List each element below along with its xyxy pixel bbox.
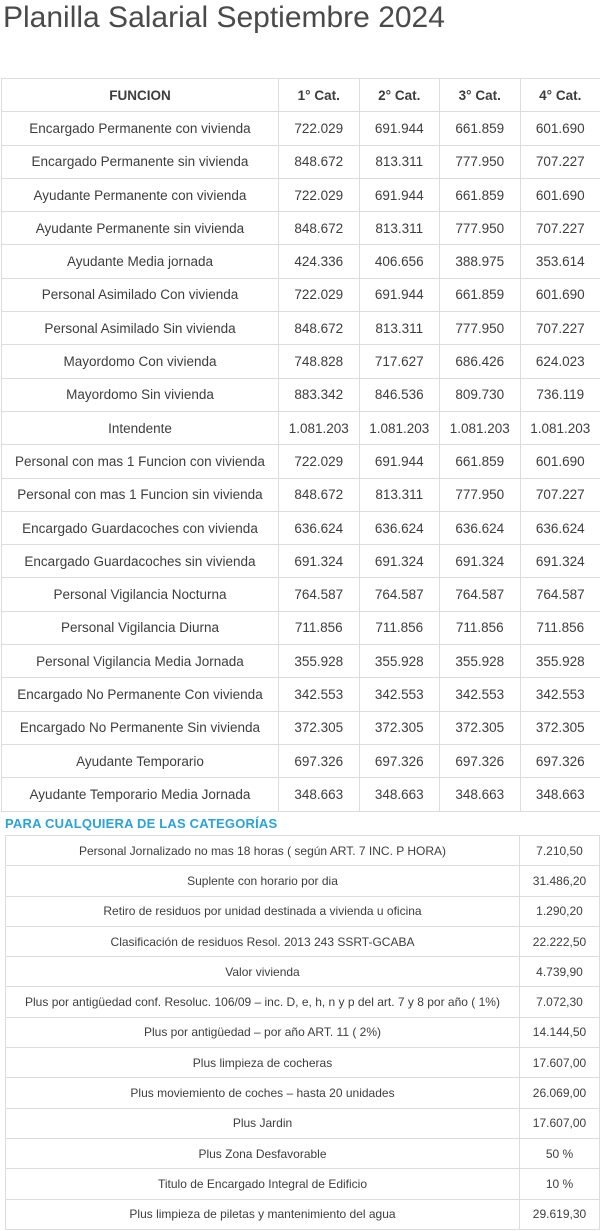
concept-cell: Plus por antigüedad – por año ART. 11 ( 2%) xyxy=(6,1017,520,1047)
concept-cell: Titulo de Encargado Integral de Edificio xyxy=(6,1169,520,1199)
table-row xyxy=(2,744,600,777)
table-row xyxy=(2,212,600,245)
salary-cell-cat-2: 846.536 xyxy=(359,378,440,411)
salary-cell-cat-4: 1.081.203 xyxy=(520,411,600,444)
funcion-cell: Personal con mas 1 Funcion con vivienda xyxy=(2,445,279,478)
salary-cell-cat-4: 691.324 xyxy=(520,545,600,578)
table-row xyxy=(6,1017,600,1047)
salary-cell-cat-1: 883.342 xyxy=(279,378,360,411)
funcion-cell: Encargado Guardacoches con vivienda xyxy=(2,511,279,544)
salary-cell-cat-4: 736.119 xyxy=(520,378,600,411)
salary-cell-cat-3: 809.730 xyxy=(440,378,521,411)
table-row xyxy=(2,245,600,278)
salary-cell-cat-1: 848.672 xyxy=(279,478,360,511)
salary-table-header-row xyxy=(2,79,600,112)
salary-cell-cat-3: 777.950 xyxy=(440,478,521,511)
funcion-cell: Encargado No Permanente Con vivienda xyxy=(2,678,279,711)
concept-cell: Suplente con horario por dia xyxy=(6,866,520,896)
concept-cell: Valor vivienda xyxy=(6,957,520,987)
salary-cell-cat-2: 697.326 xyxy=(359,744,440,777)
salary-cell-cat-2: 691.324 xyxy=(359,545,440,578)
table-row xyxy=(6,1048,600,1078)
salary-cell-cat-3: 661.859 xyxy=(440,178,521,211)
value-cell: 1.290,20 xyxy=(520,896,600,926)
concept-cell: Plus limpieza de piletas y mantenimiento del agua xyxy=(6,1199,520,1229)
salary-cell-cat-4: 624.023 xyxy=(520,345,600,378)
table-row xyxy=(6,836,600,866)
value-cell: 29.619,30 xyxy=(520,1199,600,1229)
funcion-cell: Mayordomo Con vivienda xyxy=(2,345,279,378)
table-row xyxy=(6,926,600,956)
salary-cell-cat-1: 764.587 xyxy=(279,578,360,611)
column-header-cat-2: 2° Cat. xyxy=(359,79,440,112)
salary-cell-cat-4: 707.227 xyxy=(520,212,600,245)
salary-cell-cat-3: 777.950 xyxy=(440,212,521,245)
salary-cell-cat-2: 691.944 xyxy=(359,178,440,211)
salary-cell-cat-2: 355.928 xyxy=(359,645,440,678)
column-header-cat-4: 4° Cat. xyxy=(520,79,600,112)
section-heading: PARA CUALQUIERA DE LAS CATEGORÍAS xyxy=(5,816,278,831)
column-header-funcion: FUNCION xyxy=(2,79,279,112)
funcion-cell: Personal Asimilado Con vivienda xyxy=(2,278,279,311)
concept-cell: Plus Jardin xyxy=(6,1108,520,1138)
value-cell: 17.607,00 xyxy=(520,1108,600,1138)
value-cell: 17.607,00 xyxy=(520,1048,600,1078)
salary-cell-cat-1: 848.672 xyxy=(279,312,360,345)
table-row xyxy=(2,778,600,811)
value-cell: 4.739,90 xyxy=(520,957,600,987)
salary-cell-cat-1: 355.928 xyxy=(279,645,360,678)
value-cell: 7.072,30 xyxy=(520,987,600,1017)
funcion-cell: Personal Vigilancia Nocturna xyxy=(2,578,279,611)
table-row xyxy=(2,445,600,478)
salary-cell-cat-4: 697.326 xyxy=(520,744,600,777)
concept-cell: Plus limpieza de cocheras xyxy=(6,1048,520,1078)
value-cell: 22.222,50 xyxy=(520,926,600,956)
salary-cell-cat-1: 722.029 xyxy=(279,445,360,478)
value-cell: 50 % xyxy=(520,1138,600,1168)
concept-cell: Plus Zona Desfavorable xyxy=(6,1138,520,1168)
salary-cell-cat-4: 707.227 xyxy=(520,145,600,178)
salary-cell-cat-3: 686.426 xyxy=(440,345,521,378)
salary-cell-cat-3: 711.856 xyxy=(440,611,521,644)
salary-cell-cat-3: 661.859 xyxy=(440,112,521,145)
funcion-cell: Encargado No Permanente Sin vivienda xyxy=(2,711,279,744)
salary-cell-cat-2: 691.944 xyxy=(359,112,440,145)
column-header-cat-3: 3° Cat. xyxy=(440,79,521,112)
salary-cell-cat-2: 1.081.203 xyxy=(359,411,440,444)
salary-cell-cat-3: 636.624 xyxy=(440,511,521,544)
salary-cell-cat-2: 717.627 xyxy=(359,345,440,378)
funcion-cell: Ayudante Temporario xyxy=(2,744,279,777)
table-row xyxy=(6,896,600,926)
salary-cell-cat-1: 342.553 xyxy=(279,678,360,711)
salary-cell-cat-4: 601.690 xyxy=(520,178,600,211)
funcion-cell: Ayudante Media jornada xyxy=(2,245,279,278)
extras-table xyxy=(5,835,600,1230)
salary-cell-cat-3: 388.975 xyxy=(440,245,521,278)
funcion-cell: Encargado Guardacoches sin vivienda xyxy=(2,545,279,578)
funcion-cell: Personal Vigilancia Diurna xyxy=(2,611,279,644)
salary-cell-cat-4: 764.587 xyxy=(520,578,600,611)
table-row xyxy=(2,178,600,211)
salary-cell-cat-3: 1.081.203 xyxy=(440,411,521,444)
value-cell: 10 % xyxy=(520,1169,600,1199)
salary-cell-cat-4: 707.227 xyxy=(520,312,600,345)
salary-cell-cat-4: 353.614 xyxy=(520,245,600,278)
value-cell: 7.210,50 xyxy=(520,836,600,866)
salary-cell-cat-3: 691.324 xyxy=(440,545,521,578)
salary-cell-cat-4: 355.928 xyxy=(520,645,600,678)
salary-cell-cat-1: 636.624 xyxy=(279,511,360,544)
salary-cell-cat-3: 764.587 xyxy=(440,578,521,611)
salary-cell-cat-2: 764.587 xyxy=(359,578,440,611)
concept-cell: Clasificación de residuos Resol. 2013 243 SSRT-GCABA xyxy=(6,926,520,956)
salary-cell-cat-4: 711.856 xyxy=(520,611,600,644)
concept-cell: Personal Jornalizado no mas 18 horas ( según ART. 7 INC. P HORA) xyxy=(6,836,520,866)
salary-cell-cat-2: 406.656 xyxy=(359,245,440,278)
funcion-cell: Intendente xyxy=(2,411,279,444)
salary-cell-cat-4: 348.663 xyxy=(520,778,600,811)
table-row xyxy=(6,957,600,987)
salary-cell-cat-1: 697.326 xyxy=(279,744,360,777)
table-row xyxy=(2,478,600,511)
table-row xyxy=(2,411,600,444)
table-row xyxy=(2,611,600,644)
column-header-cat-1: 1° Cat. xyxy=(279,79,360,112)
salary-cell-cat-2: 711.856 xyxy=(359,611,440,644)
salary-cell-cat-2: 813.311 xyxy=(359,312,440,345)
funcion-cell: Encargado Permanente con vivienda xyxy=(2,112,279,145)
page-title: Planilla Salarial Septiembre 2024 xyxy=(3,1,445,34)
salary-cell-cat-3: 661.859 xyxy=(440,445,521,478)
funcion-cell: Personal con mas 1 Funcion sin vivienda xyxy=(2,478,279,511)
salary-cell-cat-3: 342.553 xyxy=(440,678,521,711)
salary-cell-cat-3: 777.950 xyxy=(440,145,521,178)
salary-cell-cat-2: 813.311 xyxy=(359,478,440,511)
table-row xyxy=(2,145,600,178)
salary-cell-cat-3: 355.928 xyxy=(440,645,521,678)
salary-cell-cat-1: 691.324 xyxy=(279,545,360,578)
salary-cell-cat-2: 691.944 xyxy=(359,445,440,478)
table-row xyxy=(2,511,600,544)
salary-cell-cat-2: 636.624 xyxy=(359,511,440,544)
salary-cell-cat-1: 1.081.203 xyxy=(279,411,360,444)
salary-cell-cat-4: 707.227 xyxy=(520,478,600,511)
table-row xyxy=(6,866,600,896)
concept-cell: Retiro de residuos por unidad destinada a vivienda u oficina xyxy=(6,896,520,926)
salary-cell-cat-1: 848.672 xyxy=(279,145,360,178)
funcion-cell: Ayudante Temporario Media Jornada xyxy=(2,778,279,811)
salary-cell-cat-3: 348.663 xyxy=(440,778,521,811)
salary-cell-cat-2: 348.663 xyxy=(359,778,440,811)
table-row xyxy=(2,378,600,411)
salary-cell-cat-1: 348.663 xyxy=(279,778,360,811)
table-row xyxy=(6,987,600,1017)
salary-cell-cat-4: 636.624 xyxy=(520,511,600,544)
funcion-cell: Ayudante Permanente sin vivienda xyxy=(2,212,279,245)
table-row xyxy=(6,1138,600,1168)
salary-cell-cat-2: 691.944 xyxy=(359,278,440,311)
salary-cell-cat-1: 424.336 xyxy=(279,245,360,278)
salary-table xyxy=(1,78,600,812)
salary-cell-cat-4: 601.690 xyxy=(520,112,600,145)
salary-cell-cat-1: 711.856 xyxy=(279,611,360,644)
salary-cell-cat-3: 777.950 xyxy=(440,312,521,345)
value-cell: 14.144,50 xyxy=(520,1017,600,1047)
salary-cell-cat-2: 342.553 xyxy=(359,678,440,711)
salary-cell-cat-2: 813.311 xyxy=(359,145,440,178)
funcion-cell: Encargado Permanente sin vivienda xyxy=(2,145,279,178)
table-row xyxy=(2,545,600,578)
salary-cell-cat-1: 748.828 xyxy=(279,345,360,378)
salary-cell-cat-4: 372.305 xyxy=(520,711,600,744)
value-cell: 31.486,20 xyxy=(520,866,600,896)
table-row xyxy=(2,678,600,711)
salary-cell-cat-1: 722.029 xyxy=(279,278,360,311)
salary-cell-cat-1: 372.305 xyxy=(279,711,360,744)
salary-cell-cat-4: 601.690 xyxy=(520,278,600,311)
table-row xyxy=(6,1199,600,1229)
table-row xyxy=(2,345,600,378)
table-row xyxy=(6,1078,600,1108)
funcion-cell: Mayordomo Sin vivienda xyxy=(2,378,279,411)
table-row xyxy=(2,578,600,611)
table-row xyxy=(2,112,600,145)
funcion-cell: Ayudante Permanente con vivienda xyxy=(2,178,279,211)
concept-cell: Plus por antigüedad conf. Resoluc. 106/09 – inc. D, e, h, n y p del art. 7 y 8 por año ( 1%) xyxy=(6,987,520,1017)
salary-cell-cat-1: 722.029 xyxy=(279,178,360,211)
table-row xyxy=(2,312,600,345)
table-row xyxy=(2,645,600,678)
salary-cell-cat-1: 848.672 xyxy=(279,212,360,245)
value-cell: 26.069,00 xyxy=(520,1078,600,1108)
table-row xyxy=(6,1108,600,1138)
salary-cell-cat-2: 813.311 xyxy=(359,212,440,245)
salary-cell-cat-4: 342.553 xyxy=(520,678,600,711)
salary-cell-cat-3: 372.305 xyxy=(440,711,521,744)
salary-cell-cat-4: 601.690 xyxy=(520,445,600,478)
concept-cell: Plus moviemiento de coches – hasta 20 unidades xyxy=(6,1078,520,1108)
funcion-cell: Personal Vigilancia Media Jornada xyxy=(2,645,279,678)
table-row xyxy=(2,711,600,744)
salary-cell-cat-1: 722.029 xyxy=(279,112,360,145)
funcion-cell: Personal Asimilado Sin vivienda xyxy=(2,312,279,345)
salary-cell-cat-3: 697.326 xyxy=(440,744,521,777)
salary-cell-cat-2: 372.305 xyxy=(359,711,440,744)
table-row xyxy=(2,278,600,311)
salary-cell-cat-3: 661.859 xyxy=(440,278,521,311)
table-row xyxy=(6,1169,600,1199)
